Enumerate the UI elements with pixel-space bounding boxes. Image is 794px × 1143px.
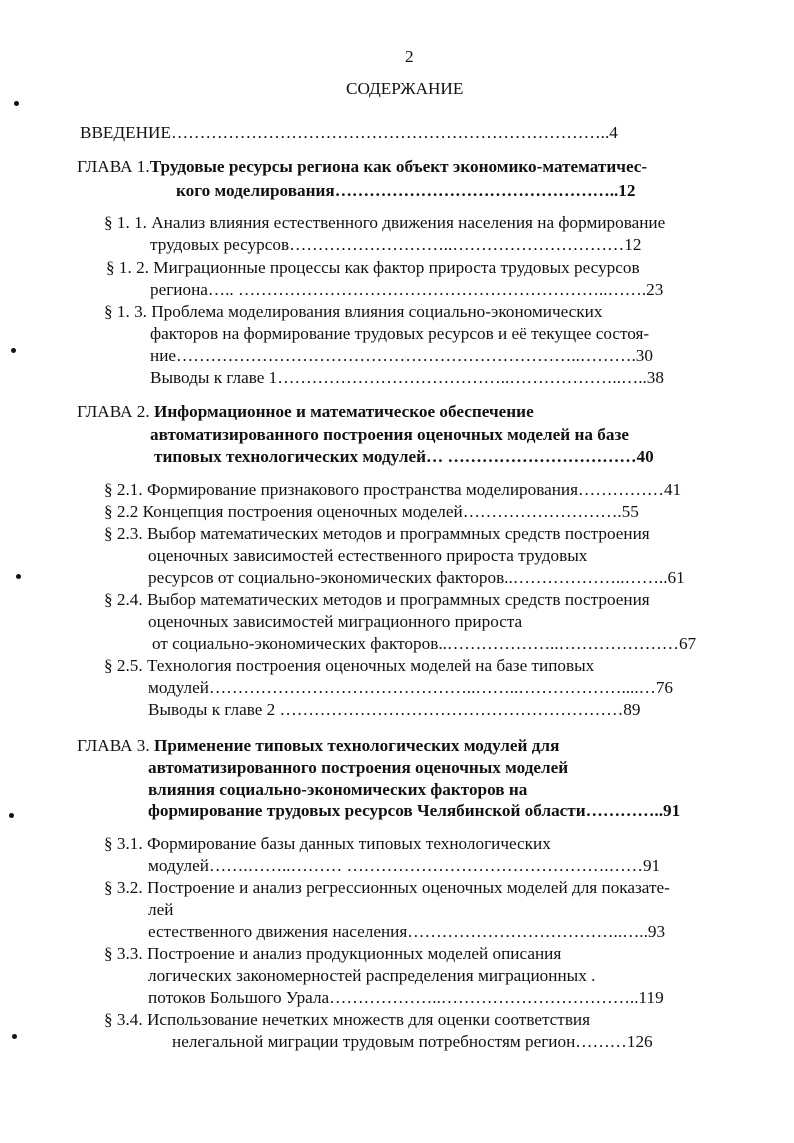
chapter-3-title-cont: автоматизированного построения оценочных моделей — [148, 758, 569, 777]
toc-section-2-5: § 2.5. Технология построения оценочных моделей на базе типовых — [104, 656, 595, 675]
chapter-1-title-cont: кого моделирования…………………………………………..12 — [176, 181, 636, 200]
toc-section-2-4-cont: оценочных зависимостей миграционного прироста — [148, 612, 523, 631]
toc-section-3-2-cont2: естественного движения населения………………………………..…..93 — [148, 922, 666, 941]
toc-section-2-5-cont: модулей………………………………………..……..………………....…76 — [148, 678, 674, 697]
toc-section-2-1: § 2.1. Формирование признакового пространства моделирования……………41 — [104, 480, 682, 499]
toc-section-2-3-cont: оценочных зависимостей естественного прироста трудовых — [148, 546, 588, 565]
toc-section-3-4-cont: нелегальной миграции трудовым потребностям регион………126 — [172, 1032, 653, 1051]
page-title: СОДЕРЖАНИЕ — [346, 79, 464, 98]
toc-conclusions-2: Выводы к главе 2 ……………………………………………………89 — [148, 700, 641, 719]
chapter-2-prefix: ГЛАВА 2. — [77, 402, 154, 421]
scan-mark — [14, 101, 19, 106]
chapter-3-title: Применение типовых технологических модулей для — [154, 736, 560, 755]
chapter-3-prefix: ГЛАВА 3. — [77, 736, 154, 755]
scan-mark — [11, 348, 16, 353]
toc-chapter-3 — [77, 735, 559, 757]
toc-section-1-2-cont: региона….. ………………………………………………………..…….23 — [150, 280, 664, 299]
toc-conclusions-1: Выводы к главе 1…………………………………..………………..…..38 — [150, 368, 664, 387]
toc-section-2-4-cont2: от социально-экономических факторов..………………..…………………67 — [152, 634, 697, 653]
toc-section-3-4: § 3.4. Использование нечетких множеств для оценки соответствия — [104, 1010, 591, 1029]
toc-section-1-1-cont: трудовых ресурсов………………………..…………………………12 — [150, 235, 642, 254]
chapter-2-title: Информационное и математическое обеспечение — [154, 402, 534, 421]
toc-section-3-2: § 3.2. Построение и анализ регрессионных оценочных моделей для показате- — [104, 878, 670, 897]
toc-section-2-3-cont2: ресурсов от социально-экономических факторов..………………..……..61 — [148, 568, 685, 587]
scan-mark — [9, 813, 14, 818]
toc-section-1-3-cont: факторов на формирование трудовых ресурсов и её текущее состоя- — [150, 324, 650, 343]
toc-section-3-1-cont: модулей…….……..……… ……………………………………….……91 — [148, 856, 661, 875]
chapter-1-prefix: ГЛАВА 1. — [77, 157, 150, 176]
toc-section-2-4: § 2.4. Выбор математических методов и программных средств построения — [104, 590, 650, 609]
toc-entry-introduction: ВВЕДЕНИЕ…………………………………………………………………..4 — [80, 123, 618, 142]
toc-chapter-2 — [77, 401, 534, 423]
chapter-2-title-cont: автоматизированного построения оценочных моделей на базе — [150, 425, 630, 444]
toc-section-2-2: § 2.2 Концепция построения оценочных моделей……………………….55 — [104, 502, 639, 521]
chapter-1-title: Трудовые ресурсы региона как объект экономико-математичес- — [149, 157, 648, 176]
toc-section-3-2-cont: лей — [148, 900, 174, 919]
toc-section-1-3-cont2: ние……………………………………………………………..……….30 — [150, 346, 653, 365]
chapter-3-title-cont2: влияния социально-экономических факторов на — [148, 780, 528, 799]
toc-chapter-1 — [77, 156, 647, 178]
toc-section-3-3: § 3.3. Построение и анализ продукционных моделей описания — [104, 944, 562, 963]
toc-section-1-2: § 1. 2. Миграционные процессы как фактор прироста трудовых ресурсов — [106, 258, 640, 277]
toc-section-3-3-cont: логических закономерностей распределения миграционных . — [148, 966, 596, 985]
toc-section-3-3-cont2: потоков Большого Урала………………..……………………………..119 — [148, 988, 664, 1007]
scan-mark — [12, 1034, 17, 1039]
chapter-2-title-cont2: типовых технологических модулей… ……………………………40 — [154, 447, 654, 466]
toc-section-2-3: § 2.3. Выбор математических методов и программных средств построения — [104, 524, 650, 543]
chapter-3-title-cont3: формирование трудовых ресурсов Челябинской области…………..91 — [148, 801, 681, 820]
scan-mark — [16, 574, 21, 579]
page-number: 2 — [405, 47, 414, 66]
toc-section-3-1: § 3.1. Формирование базы данных типовых технологических — [104, 834, 551, 853]
toc-section-1-3: § 1. 3. Проблема моделирования влияния социально-экономических — [104, 302, 603, 321]
toc-section-1-1: § 1. 1. Анализ влияния естественного движения населения на формирование — [104, 213, 666, 232]
